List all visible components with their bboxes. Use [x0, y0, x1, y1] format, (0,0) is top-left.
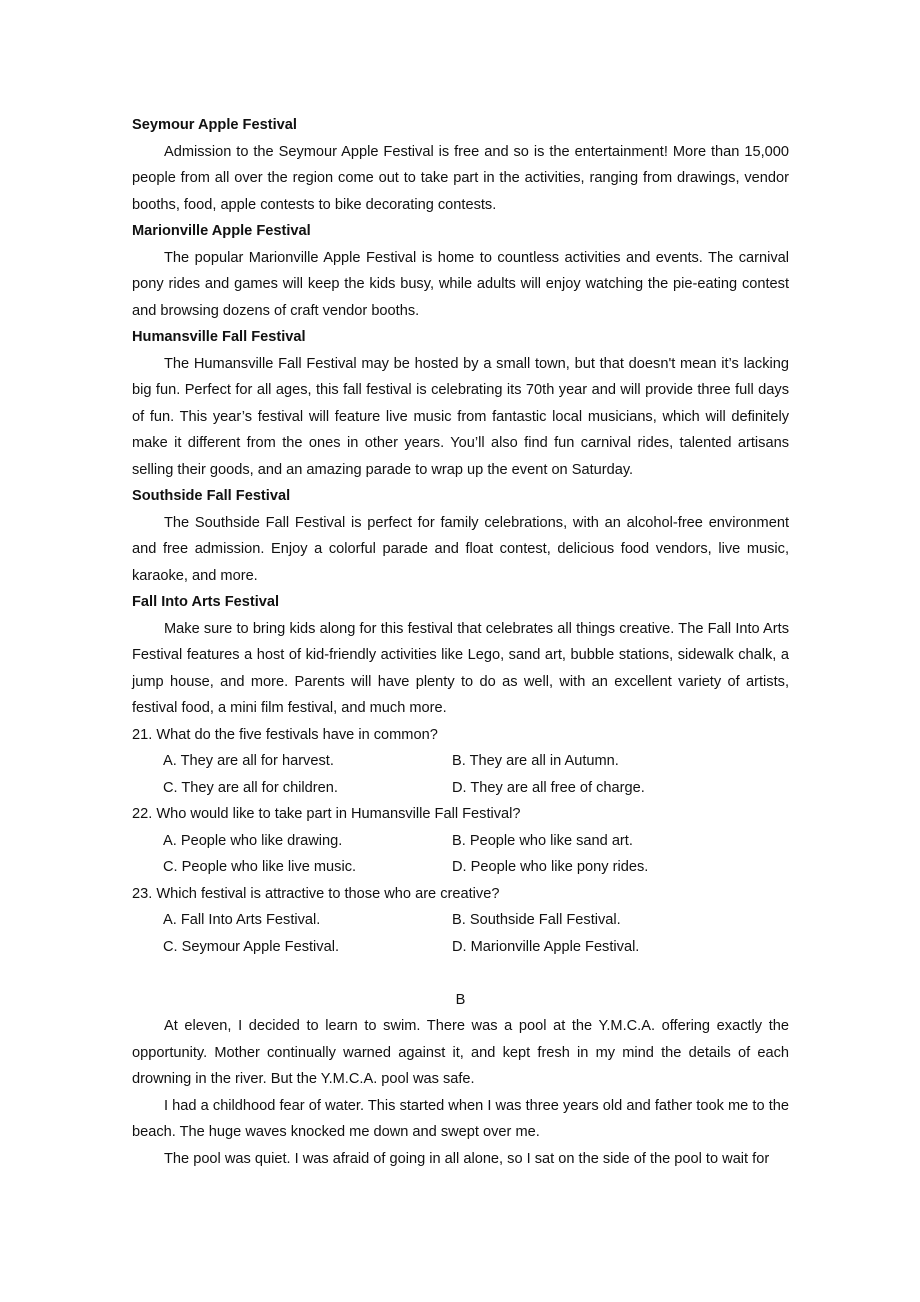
option-a: A. They are all for harvest.: [163, 753, 334, 769]
festival-section-marionville: [132, 218, 789, 324]
answer-options: [132, 748, 789, 801]
section-b-label: B: [455, 991, 466, 1008]
answer-options: [132, 828, 789, 881]
passage-paragraph: The pool was quiet. I was afraid of going in all alone, so I sat on the side of the pool to wait for: [164, 1150, 770, 1167]
passage-paragraph: I had a childhood fear of water. This started when I was three years old and father took me to the beach. The huge waves knocked me down and swept over me.: [132, 1097, 789, 1140]
answer-options: [132, 907, 789, 960]
option-b: B. They are all in Autumn.: [452, 753, 619, 769]
option-d: D. People who like pony rides.: [452, 859, 649, 875]
festival-title: Seymour Apple Festival: [132, 117, 297, 133]
festival-title: Fall Into Arts Festival: [132, 594, 280, 610]
option-d: D. Marionville Apple Festival.: [452, 938, 640, 955]
question-stem: 23. Which festival is attractive to those who are creative?: [132, 885, 500, 902]
question-23: [132, 881, 789, 961]
option-c: C. People who like live music.: [163, 859, 357, 875]
festival-description: Admission to the Seymour Apple Festival is free and so is the entertainment! More than 15,000 people from all over the region come out to take part in the activities, ranging from drawings, vendor booths, food, apple contests to bike decorating contests.: [132, 143, 789, 213]
option-c: C. Seymour Apple Festival.: [163, 938, 340, 955]
festival-description: Make sure to bring kids along for this festival that celebrates all things creative. The Fall Into Arts Festival features a host of kid-friendly activities like Lego, sand art, bubble stations, sidewalk chalk, a jump house, and more. Parents will have plenty to do as well, with an excellent variety of artists, festival food, a mini film festival, and much more.: [132, 620, 789, 716]
festival-description: The Humansville Fall Festival may be hosted by a small town, but that doesn't mean it’s lacking big fun. Perfect for all ages, this fall festival is celebrating its 70th year and will provide three full days of fun. This year’s festival will feature live music from fantastic local musicians, which will definitely make it different from the ones in other years. You’ll also find fun carnival rides, talented artisans selling their goods, and an amazing parade to wrap up the event on Saturday.: [132, 355, 789, 478]
festival-title: Marionville Apple Festival: [132, 223, 311, 239]
festival-title: Southside Fall Festival: [132, 488, 291, 504]
section-b: [132, 987, 789, 1173]
option-b: B. People who like sand art.: [452, 832, 633, 849]
passage-paragraph: At eleven, I decided to learn to swim. There was a pool at the Y.M.C.A. offering exactly the opportunity. Mother continually warned against it, and kept fresh in my mind the details of each drowning in the river. But the Y.M.C.A. pool was safe.: [132, 1018, 789, 1087]
festival-title: Humansville Fall Festival: [132, 329, 306, 345]
option-a: A. Fall Into Arts Festival.: [163, 912, 321, 928]
festival-section-seymour: [132, 112, 789, 218]
question-22: [132, 801, 789, 881]
question-stem: 22. Who would like to take part in Humansville Fall Festival?: [132, 806, 521, 822]
festival-section-southside: [132, 483, 789, 589]
festival-description: The popular Marionville Apple Festival is home to countless activities and events. The carnival pony rides and games will keep the kids busy, while adults will enjoy watching the pie-eating contest and browsing dozens of craft vendor booths.: [132, 249, 789, 319]
section-spacer: [132, 960, 789, 987]
festival-section-fall-into-arts: [132, 589, 789, 722]
option-a: A. People who like drawing.: [163, 832, 343, 849]
document-page: [132, 112, 789, 1172]
option-c: C. They are all for children.: [163, 779, 338, 796]
option-b: B. Southside Fall Festival.: [452, 912, 621, 928]
festival-section-humansville: [132, 324, 789, 483]
option-d: D. They are all free of charge.: [452, 779, 645, 796]
question-stem: 21. What do the five festivals have in common?: [132, 726, 438, 743]
festival-description: The Southside Fall Festival is perfect for family celebrations, with an alcohol-free environment and free admission. Enjoy a colorful parade and float contest, delicious food vendors, live music, karaoke, and more.: [132, 514, 789, 584]
question-21: [132, 722, 789, 802]
